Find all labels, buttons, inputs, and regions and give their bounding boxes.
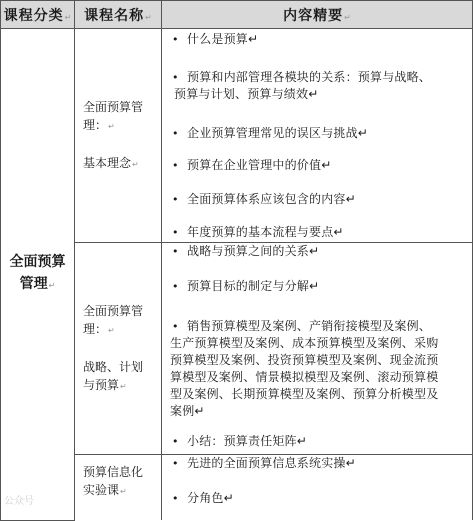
bullet-icon: • xyxy=(172,435,179,448)
bullet-icon: • xyxy=(172,159,179,172)
list-item: • 企业预算管理常见的误区与挑战↵ xyxy=(172,126,369,140)
category-label-line1: 全面预算 xyxy=(9,254,66,271)
list-item: • 小结：预算责任矩阵↵ xyxy=(172,434,308,448)
course-cell-strategy-planning xyxy=(75,243,162,455)
category-label-line2: 管理↵ xyxy=(19,276,56,293)
watermark: 公众号 xyxy=(2,492,36,507)
header-row xyxy=(1,1,473,29)
course-cell-budget-it-lab xyxy=(75,455,162,521)
bullet-icon: • xyxy=(172,320,179,333)
course-name-line: 理：↵ xyxy=(83,321,115,336)
list-item: • 销售预算模型及案例、产销衔接模型及案例、 生产预算模型及案例、成本预算模型及案例、采购 预算模型及案例、投资预算模型及案例、现金流预 算模型及案例、情景模拟模型及案例、滚动预算模 型及案例、长期预算模型及案例、预算分析模型及 案例↵ xyxy=(170,319,439,418)
course-name-line: 全面预算管 xyxy=(83,99,144,114)
list-item: • 分角色↵ xyxy=(172,491,234,505)
list-item: • 什么是预算↵ xyxy=(172,32,259,46)
course-subtitle: 战略、计划 xyxy=(83,359,144,374)
bullet-icon: • xyxy=(172,226,179,239)
table-row xyxy=(1,29,473,243)
content-cell-budget-it-lab xyxy=(162,455,473,521)
course-name-line: 预算信息化 xyxy=(83,465,144,479)
course-subtitle: 与预算↵ xyxy=(83,377,127,392)
header-course-name: 课程名称↵ xyxy=(75,1,162,29)
list-item: • 预算在企业管理中的价值↵ xyxy=(172,158,332,172)
header-category: 课程分类↵ xyxy=(1,1,75,29)
list-item: • 预算和内部管理各模块的关系：预算与战略、 预算与计划、预算与绩效↵ xyxy=(172,70,432,101)
course-name-line: 理：↵ xyxy=(83,117,115,132)
list-item: • 战略与预算之间的关系↵ xyxy=(172,244,320,258)
bullet-icon: • xyxy=(172,33,179,46)
list-item: • 全面预算体系应该包含的内容↵ xyxy=(172,192,356,206)
course-name-line: 全面预算管 xyxy=(83,303,144,318)
content-cell-strategy-planning xyxy=(162,243,473,455)
bullet-icon: • xyxy=(172,193,179,206)
course-cell-basic-concepts xyxy=(75,29,162,243)
bullet-icon: • xyxy=(172,71,179,84)
bullet-icon: • xyxy=(172,245,179,258)
bullet-icon: • xyxy=(172,492,179,505)
category-cell xyxy=(1,29,75,521)
bullet-icon: • xyxy=(172,280,179,293)
bullet-icon: • xyxy=(172,457,179,470)
header-content-summary: 内容精要↵ xyxy=(162,1,473,29)
list-item: • 先进的全面预算信息系统实操↵ xyxy=(172,456,356,470)
course-name-line: 实验课↵ xyxy=(83,483,127,497)
content-cell-basic-concepts xyxy=(162,29,473,243)
list-item: • 预算目标的制定与分解↵ xyxy=(172,279,320,293)
list-item: • 年度预算的基本流程与要点↵ xyxy=(172,225,344,239)
course-subtitle: 基本理念↵ xyxy=(83,155,139,170)
bullet-icon: • xyxy=(172,127,179,140)
